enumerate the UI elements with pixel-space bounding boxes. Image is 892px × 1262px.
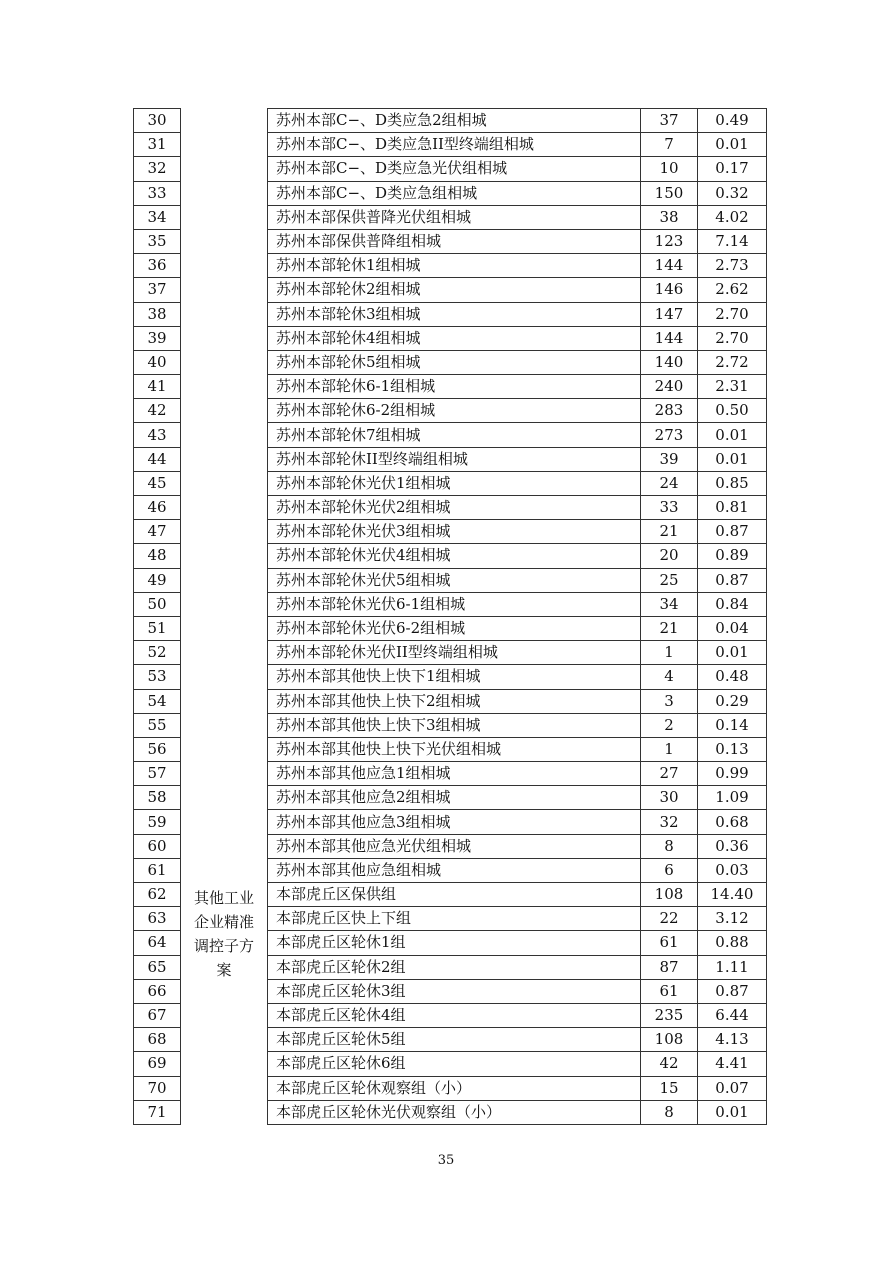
load-value: 0.89 <box>698 544 767 568</box>
group-name: 苏州本部轮休光伏6-1组相城 <box>268 592 641 616</box>
user-count: 6 <box>641 858 698 882</box>
load-value: 0.50 <box>698 399 767 423</box>
user-count: 32 <box>641 810 698 834</box>
user-count: 10 <box>641 157 698 181</box>
row-number: 34 <box>134 205 181 229</box>
user-count: 283 <box>641 399 698 423</box>
row-number: 31 <box>134 133 181 157</box>
row-number: 30 <box>134 109 181 133</box>
row-number: 41 <box>134 375 181 399</box>
load-value: 4.41 <box>698 1052 767 1076</box>
group-name: 苏州本部C−、D类应急2组相城 <box>268 109 641 133</box>
load-value: 0.36 <box>698 834 767 858</box>
row-number: 64 <box>134 931 181 955</box>
row-number: 33 <box>134 181 181 205</box>
user-count: 24 <box>641 471 698 495</box>
row-number: 52 <box>134 641 181 665</box>
user-count: 87 <box>641 955 698 979</box>
user-count: 27 <box>641 762 698 786</box>
user-count: 240 <box>641 375 698 399</box>
row-number: 57 <box>134 762 181 786</box>
group-name: 本部虎丘区轮休观察组（小） <box>268 1076 641 1100</box>
user-count: 21 <box>641 520 698 544</box>
row-number: 69 <box>134 1052 181 1076</box>
load-value: 0.88 <box>698 931 767 955</box>
group-name: 苏州本部轮休7组相城 <box>268 423 641 447</box>
user-count: 61 <box>641 931 698 955</box>
row-number: 44 <box>134 447 181 471</box>
user-count: 108 <box>641 883 698 907</box>
group-name: 苏州本部轮休光伏6-2组相城 <box>268 616 641 640</box>
group-name: 苏州本部保供普降组相城 <box>268 229 641 253</box>
load-value: 0.01 <box>698 423 767 447</box>
load-value: 0.01 <box>698 641 767 665</box>
load-value: 0.48 <box>698 665 767 689</box>
user-count: 1 <box>641 641 698 665</box>
group-name: 苏州本部其他快上快下1组相城 <box>268 665 641 689</box>
load-value: 0.81 <box>698 496 767 520</box>
row-number: 36 <box>134 254 181 278</box>
load-value: 0.07 <box>698 1076 767 1100</box>
row-number: 38 <box>134 302 181 326</box>
group-name: 本部虎丘区轮休4组 <box>268 1003 641 1027</box>
group-name: 苏州本部其他快上快下3组相城 <box>268 713 641 737</box>
group-name: 苏州本部轮休3组相城 <box>268 302 641 326</box>
row-number: 62 <box>134 883 181 907</box>
load-value: 0.03 <box>698 858 767 882</box>
load-value: 0.13 <box>698 737 767 761</box>
row-number: 42 <box>134 399 181 423</box>
group-name: 苏州本部轮休5组相城 <box>268 350 641 374</box>
row-number: 39 <box>134 326 181 350</box>
load-value: 0.01 <box>698 133 767 157</box>
row-number: 53 <box>134 665 181 689</box>
load-value: 2.70 <box>698 326 767 350</box>
user-count: 30 <box>641 786 698 810</box>
user-count: 1 <box>641 737 698 761</box>
user-count: 22 <box>641 907 698 931</box>
load-value: 0.87 <box>698 520 767 544</box>
group-name: 本部虎丘区保供组 <box>268 883 641 907</box>
user-count: 144 <box>641 326 698 350</box>
load-value: 2.70 <box>698 302 767 326</box>
row-number: 56 <box>134 737 181 761</box>
group-name: 本部虎丘区快上下组 <box>268 907 641 931</box>
table-row <box>134 109 767 133</box>
group-name: 苏州本部其他应急1组相城 <box>268 762 641 786</box>
load-value: 4.02 <box>698 205 767 229</box>
user-count: 123 <box>641 229 698 253</box>
group-name: 苏州本部轮休光伏3组相城 <box>268 520 641 544</box>
load-value: 0.04 <box>698 616 767 640</box>
user-count: 15 <box>641 1076 698 1100</box>
user-count: 42 <box>641 1052 698 1076</box>
load-value: 0.49 <box>698 109 767 133</box>
row-number: 58 <box>134 786 181 810</box>
group-name: 苏州本部C−、D类应急光伏组相城 <box>268 157 641 181</box>
row-number: 66 <box>134 979 181 1003</box>
row-number: 48 <box>134 544 181 568</box>
row-number: 43 <box>134 423 181 447</box>
user-count: 21 <box>641 616 698 640</box>
row-number: 61 <box>134 858 181 882</box>
group-name: 苏州本部轮休光伏II型终端组相城 <box>268 641 641 665</box>
load-value: 4.13 <box>698 1028 767 1052</box>
row-number: 70 <box>134 1076 181 1100</box>
regulation-table <box>133 108 767 1125</box>
group-name: 苏州本部轮休光伏2组相城 <box>268 496 641 520</box>
load-value: 0.17 <box>698 157 767 181</box>
load-value: 0.32 <box>698 181 767 205</box>
row-number: 35 <box>134 229 181 253</box>
group-name: 苏州本部轮休II型终端组相城 <box>268 447 641 471</box>
load-value: 0.14 <box>698 713 767 737</box>
row-number: 67 <box>134 1003 181 1027</box>
user-count: 8 <box>641 1100 698 1124</box>
row-number: 37 <box>134 278 181 302</box>
user-count: 146 <box>641 278 698 302</box>
load-value: 0.84 <box>698 592 767 616</box>
user-count: 147 <box>641 302 698 326</box>
group-name: 本部虎丘区轮休3组 <box>268 979 641 1003</box>
row-number: 54 <box>134 689 181 713</box>
table-body <box>134 109 767 1125</box>
load-value: 7.14 <box>698 229 767 253</box>
user-count: 108 <box>641 1028 698 1052</box>
group-name: 本部虎丘区轮休2组 <box>268 955 641 979</box>
group-name: 苏州本部其他应急3组相城 <box>268 810 641 834</box>
user-count: 39 <box>641 447 698 471</box>
group-name: 苏州本部轮休光伏1组相城 <box>268 471 641 495</box>
load-value: 2.73 <box>698 254 767 278</box>
load-value: 2.72 <box>698 350 767 374</box>
row-number: 55 <box>134 713 181 737</box>
group-name: 苏州本部C−、D类应急组相城 <box>268 181 641 205</box>
group-name: 苏州本部轮休6-2组相城 <box>268 399 641 423</box>
user-count: 38 <box>641 205 698 229</box>
user-count: 37 <box>641 109 698 133</box>
group-name: 苏州本部轮休4组相城 <box>268 326 641 350</box>
user-count: 235 <box>641 1003 698 1027</box>
row-number: 50 <box>134 592 181 616</box>
load-value: 0.01 <box>698 1100 767 1124</box>
row-number: 63 <box>134 907 181 931</box>
user-count: 20 <box>641 544 698 568</box>
row-number: 51 <box>134 616 181 640</box>
row-number: 65 <box>134 955 181 979</box>
load-value: 0.29 <box>698 689 767 713</box>
category-cell <box>181 109 268 1125</box>
row-number: 71 <box>134 1100 181 1124</box>
row-number: 47 <box>134 520 181 544</box>
load-value: 1.09 <box>698 786 767 810</box>
user-count: 7 <box>641 133 698 157</box>
row-number: 46 <box>134 496 181 520</box>
row-number: 59 <box>134 810 181 834</box>
load-value: 0.87 <box>698 979 767 1003</box>
category-label: 其他工业企业精准调控子方案 <box>193 889 254 980</box>
load-value: 2.31 <box>698 375 767 399</box>
group-name: 苏州本部轮休光伏4组相城 <box>268 544 641 568</box>
load-value: 0.01 <box>698 447 767 471</box>
load-value: 6.44 <box>698 1003 767 1027</box>
group-name: 本部虎丘区轮休1组 <box>268 931 641 955</box>
page-number: 35 <box>437 1153 455 1168</box>
user-count: 8 <box>641 834 698 858</box>
user-count: 3 <box>641 689 698 713</box>
load-value: 1.11 <box>698 955 767 979</box>
group-name: 苏州本部保供普降光伏组相城 <box>268 205 641 229</box>
load-value: 3.12 <box>698 907 767 931</box>
group-name: 苏州本部轮休1组相城 <box>268 254 641 278</box>
user-count: 144 <box>641 254 698 278</box>
group-name: 苏州本部轮休光伏5组相城 <box>268 568 641 592</box>
row-number: 60 <box>134 834 181 858</box>
group-name: 苏州本部其他应急2组相城 <box>268 786 641 810</box>
load-value: 0.99 <box>698 762 767 786</box>
row-number: 49 <box>134 568 181 592</box>
row-number: 32 <box>134 157 181 181</box>
load-value: 0.85 <box>698 471 767 495</box>
user-count: 140 <box>641 350 698 374</box>
load-value: 0.68 <box>698 810 767 834</box>
row-number: 68 <box>134 1028 181 1052</box>
user-count: 34 <box>641 592 698 616</box>
group-name: 苏州本部轮休2组相城 <box>268 278 641 302</box>
load-value: 0.87 <box>698 568 767 592</box>
user-count: 4 <box>641 665 698 689</box>
row-number: 40 <box>134 350 181 374</box>
load-value: 2.62 <box>698 278 767 302</box>
user-count: 150 <box>641 181 698 205</box>
group-name: 本部虎丘区轮休光伏观察组（小） <box>268 1100 641 1124</box>
group-name: 本部虎丘区轮休5组 <box>268 1028 641 1052</box>
group-name: 苏州本部其他应急组相城 <box>268 858 641 882</box>
group-name: 苏州本部其他应急光伏组相城 <box>268 834 641 858</box>
group-name: 本部虎丘区轮休6组 <box>268 1052 641 1076</box>
user-count: 33 <box>641 496 698 520</box>
user-count: 61 <box>641 979 698 1003</box>
user-count: 25 <box>641 568 698 592</box>
group-name: 苏州本部其他快上快下2组相城 <box>268 689 641 713</box>
load-value: 14.40 <box>698 883 767 907</box>
user-count: 273 <box>641 423 698 447</box>
group-name: 苏州本部C−、D类应急II型终端组相城 <box>268 133 641 157</box>
row-number: 45 <box>134 471 181 495</box>
group-name: 苏州本部其他快上快下光伏组相城 <box>268 737 641 761</box>
user-count: 2 <box>641 713 698 737</box>
group-name: 苏州本部轮休6-1组相城 <box>268 375 641 399</box>
